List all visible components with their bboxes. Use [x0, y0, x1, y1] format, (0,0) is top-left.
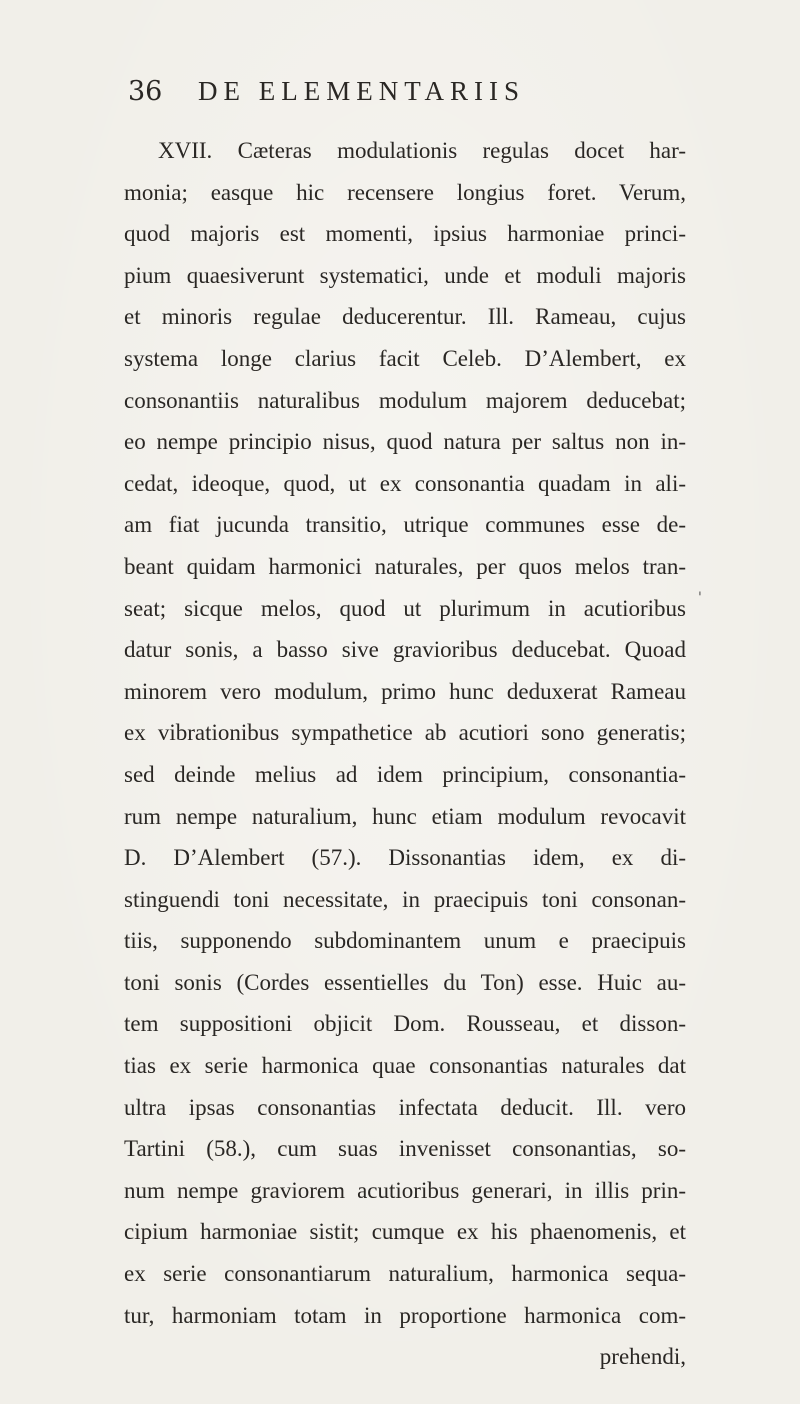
text-line: monia; easque hic recensere longius foret. Verum,	[124, 179, 686, 205]
text-line: tur, harmoniam totam in proportione harmonica com-	[124, 1302, 686, 1328]
text-line: prehendi,	[599, 1344, 686, 1370]
text-line: stinguendi toni necessitate, in praecipuis toni consonan-	[124, 886, 686, 912]
text-line: sed deinde melius ad idem principium, consonantia-	[124, 761, 686, 787]
text-line: cipium harmoniae sistit; cumque ex his phaenomenis, et	[124, 1219, 686, 1245]
text-line: ex serie consonantiarum naturalium, harmonica sequa-	[124, 1261, 686, 1287]
page-number: 36	[128, 76, 163, 107]
text-line: tem suppositioni objicit Dom. Rousseau, et disson-	[124, 1011, 686, 1037]
text-line: minorem vero modulum, primo hunc deduxerat Rameau	[124, 678, 686, 704]
text-line: tias ex serie harmonica quae consonantias naturales dat	[124, 1053, 686, 1079]
margin-mark: '	[698, 590, 702, 606]
text-line: seat; sicque melos, quod ut plurimum in acutioribus	[124, 595, 686, 621]
text-line: XVII. Cæteras modulationis regulas docet har-	[158, 138, 686, 163]
body-text	[124, 130, 686, 1378]
text-line: ex vibrationibus sympathetice ab acutiori sono generatis;	[124, 720, 686, 746]
text-line: quod majoris est momenti, ipsius harmoniae princi-	[124, 221, 686, 247]
text-line: pium quaesiverunt systematici, unde et moduli majoris	[124, 262, 686, 288]
text-line: consonantiis naturalibus modulum majorem deducebat;	[124, 387, 686, 413]
text-line: tiis, supponendo subdominantem unum e praecipuis	[124, 928, 686, 954]
text-line: ultra ipsas consonantias infectata deducit. Ill. vero	[124, 1094, 686, 1120]
text-line: D. D’Alembert (57.). Dissonantias idem, ex di-	[124, 845, 686, 871]
running-title: DE ELEMENTARIIS	[198, 76, 526, 106]
text-line: datur sonis, a basso sive gravioribus deducebat. Quoad	[124, 637, 686, 663]
text-line: beant quidam harmonici naturales, per quos melos tran-	[124, 553, 686, 579]
running-head	[128, 76, 668, 116]
text-line: systema longe clarius facit Celeb. D’Alembert, ex	[124, 345, 686, 371]
text-line: am fiat jucunda transitio, utrique communes esse de-	[124, 512, 686, 538]
text-line: rum nempe naturalium, hunc etiam modulum revocavit	[124, 803, 686, 829]
text-line: et minoris regulae deducerentur. Ill. Rameau, cujus	[124, 304, 686, 330]
text-line: toni sonis (Cordes essentielles du Ton) esse. Huic au-	[124, 969, 686, 995]
text-line: eo nempe principio nisus, quod natura per saltus non in-	[124, 429, 686, 455]
text-line: cedat, ideoque, quod, ut ex consonantia quadam in ali-	[124, 470, 686, 496]
text-line: Tartini (58.), cum suas invenisset consonantias, so-	[124, 1136, 686, 1162]
text-line: num nempe graviorem acutioribus generari, in illis prin-	[124, 1177, 686, 1203]
